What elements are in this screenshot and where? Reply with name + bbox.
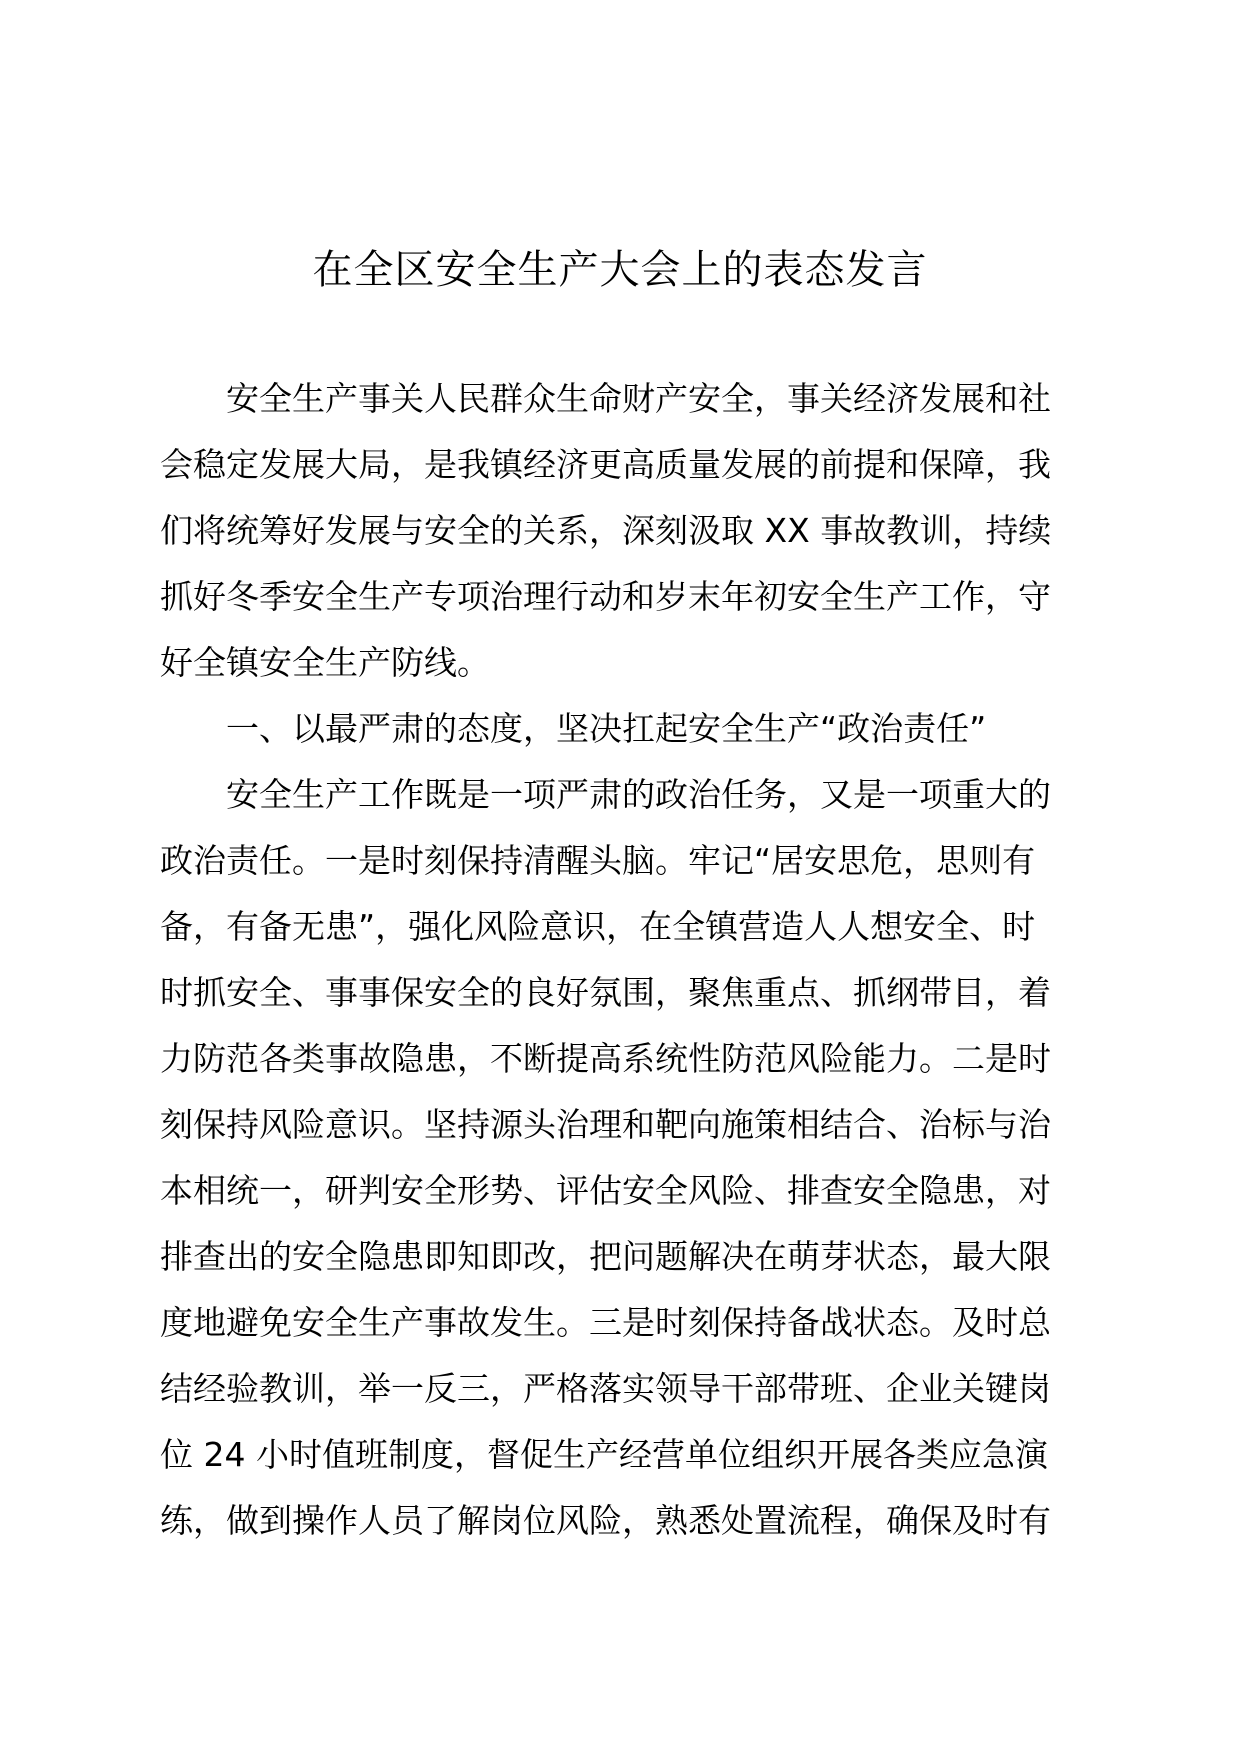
paragraph-line: 度地避免安全生产事故发生。三是时刻保持备战状态。及时总 [160, 1303, 1051, 1342]
paragraph-line: 结经验教训，举一反三，严格落实领导干部带班、企业关键岗 [160, 1369, 1051, 1408]
paragraph-line: 排查出的安全隐患即知即改，把问题解决在萌芽状态，最大限 [160, 1237, 1051, 1276]
document-title: 在全区安全生产大会上的表态发言 [312, 247, 928, 293]
paragraph-line: 练，做到操作人员了解岗位风险，熟悉处置流程，确保及时有 [160, 1501, 1051, 1540]
paragraph-line: 们将统筹好发展与安全的关系，深刻汲取 XX 事故教训，持续 [160, 511, 1052, 550]
paragraph-line: 安全生产工作既是一项严肃的政治任务，又是一项重大的 [226, 775, 1051, 814]
paragraph-line: 备，有备无患”，强化风险意识，在全镇营造人人想安全、时 [160, 907, 1036, 946]
document-body [160, 366, 1080, 1554]
paragraph-line: 力防范各类事故隐患，不断提高系统性防范风险能力。二是时 [160, 1039, 1051, 1078]
paragraph-line: 安全生产事关人民群众生命财产安全，事关经济发展和社 [226, 379, 1051, 418]
section-heading: 一、以最严肃的态度，坚决扛起安全生产“政治责任” [226, 709, 987, 748]
paragraph-line: 政治责任。一是时刻保持清醒头脑。牢记“居安思危，思则有 [160, 841, 1036, 880]
paragraph-line: 抓好冬季安全生产专项治理行动和岁末年初安全生产工作，守 [160, 577, 1051, 616]
paragraph-line: 好全镇安全生产防线。 [160, 643, 490, 682]
paragraph-line: 刻保持风险意识。坚持源头治理和靶向施策相结合、治标与治 [160, 1105, 1051, 1144]
paragraph-line: 时抓安全、事事保安全的良好氛围，聚焦重点、抓纲带目，着 [160, 973, 1051, 1012]
paragraph-line: 本相统一，研判安全形势、评估安全风险、排查安全隐患，对 [160, 1171, 1051, 1210]
paragraph-line: 位 24 小时值班制度，督促生产经营单位组织开展各类应急演 [160, 1435, 1048, 1474]
paragraph-line: 会稳定发展大局，是我镇经济更高质量发展的前提和保障，我 [160, 445, 1051, 484]
